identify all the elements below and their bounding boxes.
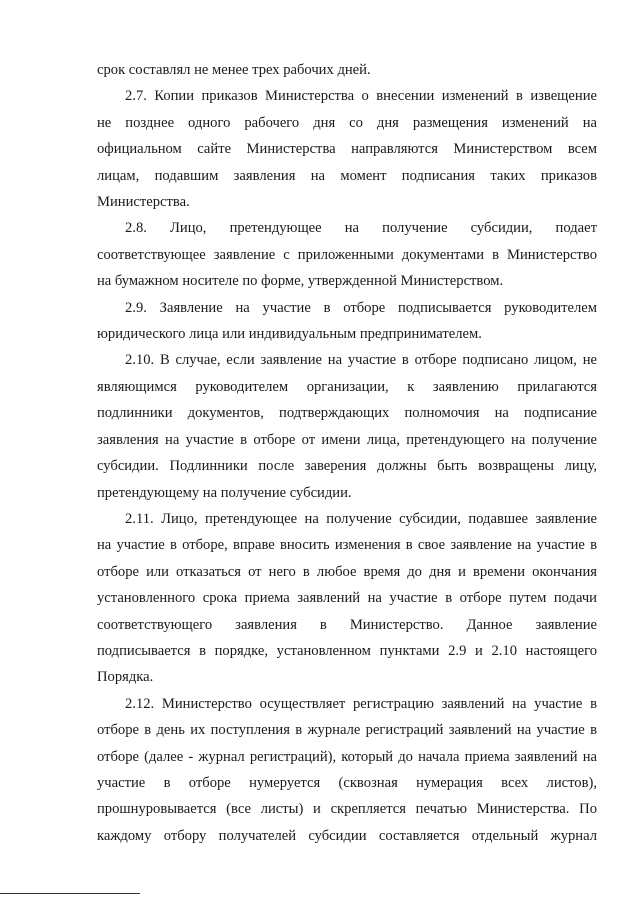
text-line: Порядка. [97, 669, 154, 686]
paragraph-2-10 [97, 347, 597, 505]
text-line: соответствующее заявление с приложенными документами в Министерство [97, 246, 597, 263]
text-line: каждому отбору получателей субсидии составляется отдельный журнал [97, 827, 597, 844]
text-line: на участие в отборе, вправе вносить изменения в свое заявление на участие в [97, 537, 597, 554]
text-line: прошнуровывается (все листы) и скрепляется печатью Министерства. По [97, 801, 597, 818]
text-line: лицам, подавшим заявления на момент подписания таких приказов [97, 167, 597, 184]
text-line: являющимся руководителем организации, к заявлению прилагаются [97, 378, 597, 395]
text-line: подписывается в порядке, установленном пунктами 2.9 и 2.10 настоящего [97, 642, 597, 659]
text-line: субсидии. Подлинники после заверения должны быть возвращены лицу, [97, 458, 597, 475]
footnote-divider [0, 893, 140, 894]
text-line: не позднее одного рабочего дня со дня размещения изменений на [97, 114, 597, 131]
paragraph-2-9 [97, 295, 597, 348]
document-body [97, 57, 597, 849]
text-line: официальном сайте Министерства направляются Министерством всем [97, 141, 597, 158]
paragraph-2-11 [97, 506, 597, 691]
text-line: 2.8. Лицо, претендующее на получение субсидии, подает [125, 220, 597, 237]
text-line: участие в отборе нумеруется (сквозная нумерация всех листов), [97, 774, 597, 791]
text-line: соответствующего заявления в Министерство. Данное заявление [97, 616, 597, 633]
text-line: претендующему на получение субсидии. [97, 484, 352, 501]
text-line: отборе (далее - журнал регистраций), который до начала приема заявлений на [97, 748, 597, 765]
text-line: 2.7. Копии приказов Министерства о внесении изменений в извещение [125, 88, 597, 105]
text-line: 2.9. Заявление на участие в отборе подписывается руководителем [125, 299, 597, 316]
text-line: срок составлял не менее трех рабочих дней. [97, 62, 371, 78]
text-line: отборе в день их поступления в журнале регистраций заявлений на участие в [97, 722, 597, 739]
paragraph-continuation [97, 57, 597, 83]
paragraph-2-12 [97, 691, 597, 849]
text-line: заявления на участие в отборе от имени лица, претендующего на получение [97, 431, 597, 448]
text-line: на бумажном носителе по форме, утвержденной Министерством. [97, 273, 504, 290]
text-line: установленного срока приема заявлений на участие в отборе путем подачи [97, 590, 597, 607]
text-line: юридического лица или индивидуальным предпринимателем. [97, 326, 482, 343]
paragraph-2-8 [97, 215, 597, 294]
text-line: 2.10. В случае, если заявление на участие в отборе подписано лицом, не [125, 352, 597, 369]
text-line: Министерства. [97, 194, 190, 211]
text-line: подлинники документов, подтверждающих полномочия на подписание [97, 405, 597, 422]
text-line: 2.11. Лицо, претендующее на получение субсидии, подавшее заявление [125, 510, 597, 527]
paragraph-2-7 [97, 83, 597, 215]
text-line: 2.12. Министерство осуществляет регистрацию заявлений на участие в [125, 695, 597, 712]
text-line: отборе или отказаться от него в любое время до дня и времени окончания [97, 563, 597, 580]
